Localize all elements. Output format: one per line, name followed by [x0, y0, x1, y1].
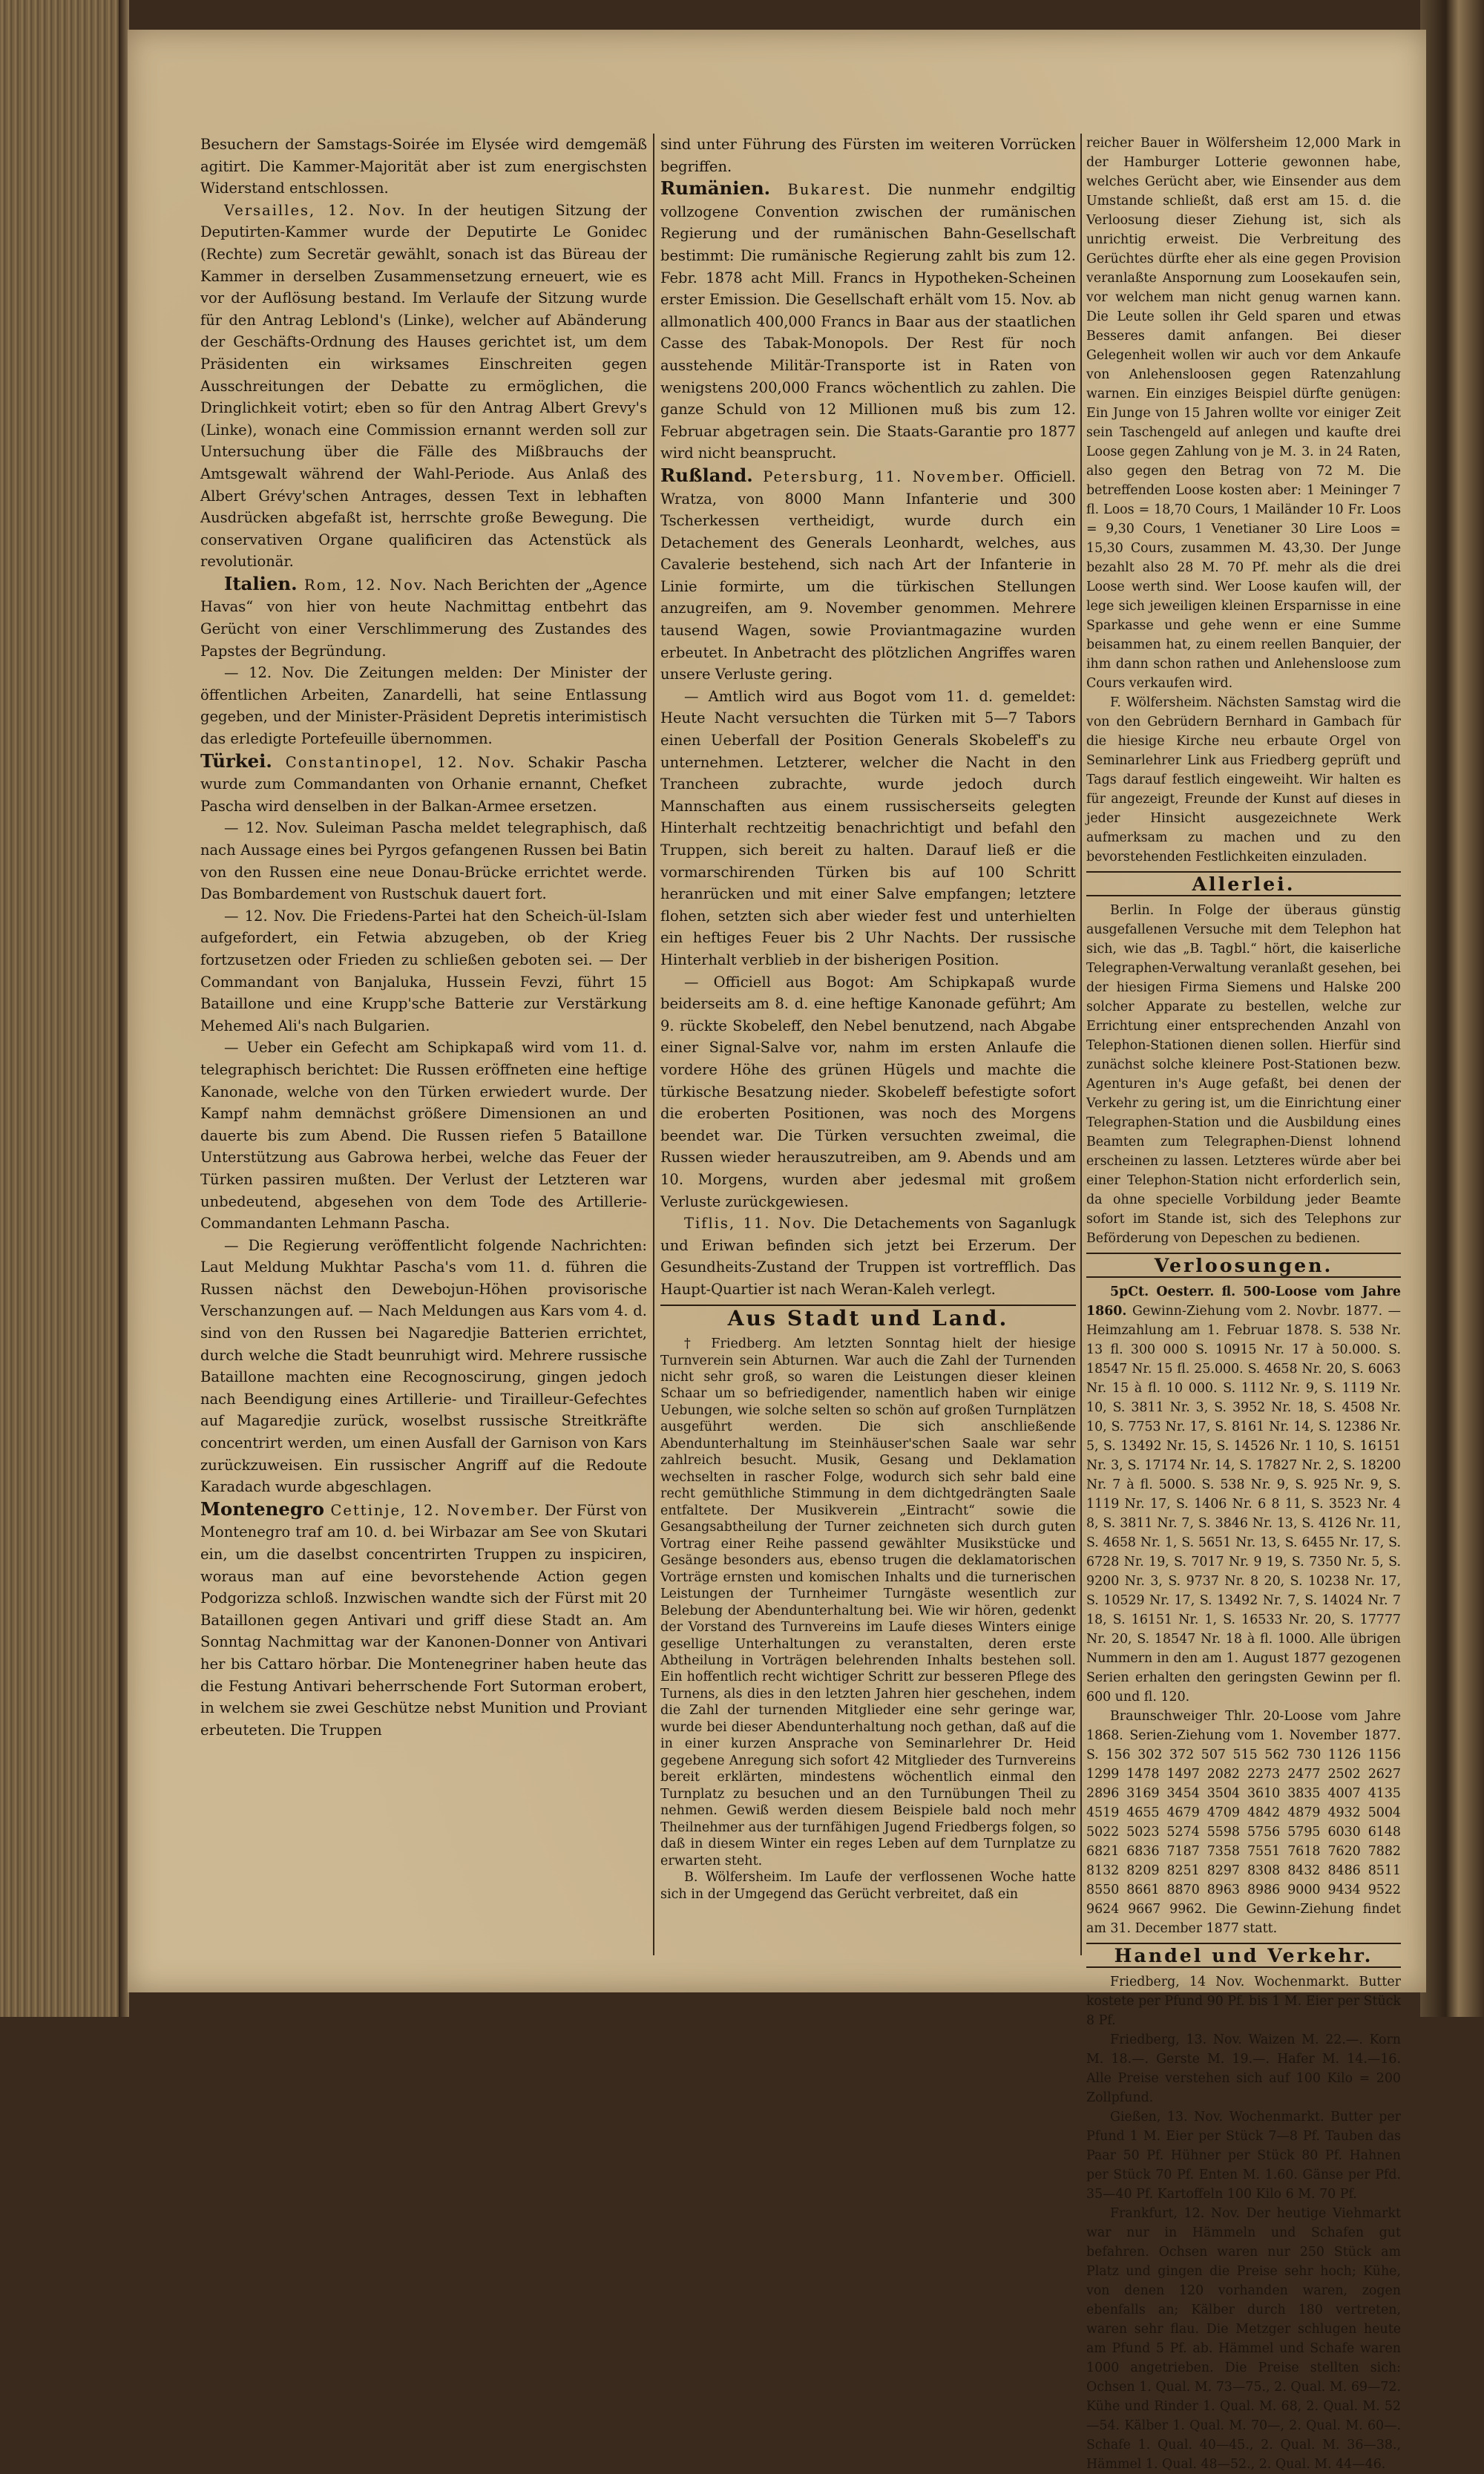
country-heading: Italien. [224, 572, 298, 594]
book-spine [0, 0, 119, 2017]
market-paragraph: Friedberg, 14 Nov. Wochenmarkt. Butter kostete per Pfund 90 Pf. bis 1 M. Eier per Stück 8 Pf. [1086, 1975, 1401, 2028]
section-heading: Aus Stadt und Land. [660, 1305, 1076, 1331]
column-3 [1086, 134, 1401, 2472]
dateline: Versailles, 12. Nov. [224, 201, 407, 219]
article-paragraph: — 12. Nov. Suleiman Pascha meldet telegraphisch, daß nach Aussage eines bei Pyrgos gefangenen Russen bei Batin von den Russen eine neue Donau-Brücke errichtet werde. Das Bombardement von Rustschuk dauert fort. [200, 819, 647, 903]
lottery-paragraph: 5pCt. Oesterr. fl. 500-Loose vom Jahre 1860. Gewinn-Ziehung vom 2. Novbr. 1877. — Heimzahlung am 1. Februar 1878. S. 538 Nr. 13 fl. 300 000 S. 10915 Nr. 17 à 50.000. S. 18547 Nr. 15 fl. 25.000. S. 4658 Nr. 20, S. 6063 Nr. 15 à fl. 10 000. S. 1112 Nr. 9, S. 1119 Nr. 10, S. 3811 Nr. 3, S. 3952 Nr. 18, S. 4508 Nr. 10, S. 7753 Nr. 17, S. 8161 Nr. 14, S. 12386 Nr. 5, S. 13492 Nr. 15, S. 14526 Nr. 1 10, S. 16151 Nr. 3, S. 17174 Nr. 14, S. 17827 Nr. 2, S. 18200 Nr. 7 à fl. 5000. S. 538 Nr. 9, S. 925 Nr. 9, S. 1119 Nr. 17, S. 1406 Nr. 6 8 11, S. 3523 Nr. 4 8, S. 3811 Nr. 7, S. 3846 Nr. 13, S. 4126 Nr. 11, S. 4658 Nr. 1, S. 5651 Nr. 13, S. 6455 Nr. 17, S. 6728 Nr. 19, S. 7017 Nr. 9 19, S. 7350 Nr. 5, S. 9200 Nr. 3, S. 9737 Nr. 8 20, S. 10238 Nr. 17, S. 10529 Nr. 17, S. 13492 Nr. 7, S. 14024 Nr. 7 18, S. 16151 Nr. 1, S. 16533 Nr. 20, S. 17777 Nr. 20, S. 18547 Nr. 18 à fl. 1000. Alle übrigen Nummern in den am 1. August 1877 gezogenen Serien erhalten den geringsten Gewinn per fl. 600 und fl. 120. [1086, 1284, 1401, 1704]
article-paragraph: Tiflis, 11. Nov. Die Detachements von Saganlugk und Eriwan befinden sich jetzt bei Erzerum. Der Gesundheits-Zustand der Truppen ist vortrefflich. Das Haupt-Quartier ist nach Weran-Kaleh verlegt. [660, 1215, 1076, 1298]
article-paragraph: Versailles, 12. Nov. In der heutigen Sitzung der Deputirten-Kammer wurde der Deputirte Le Gonidec (Rechte) zum Secretär gewählt, sonach ist das Büreau der Kammer in derselben Zusammensetzung erneuert, wie es vor der Auflösung bestand. Im Verlaufe der Sitzung wurde für den Antrag Leblond's (Linke), welcher auf Abänderung der Geschäfts-Ordnung des Hauses gerichtet ist, um dem Präsidenten ein wirksames Einschreiten gegen Ausschreitungen der Debatte zu ermöglichen, die Dringlichkeit votirt; eben so für den Antrag Albert Grevy's (Linke), wonach eine Commission ernannt werden soll zur Untersuchung über die Fälle des Mißbrauchs der Amtsgewalt während der Wahl-Periode. Aus Anlaß des Albert Grévy'schen Antrages, dessen Text in lebhaften Ausdrücken abgefaßt ist, herrschte große Bewegung. Die conservativen Organe qualificiren das Actenstück als revolutionär. [200, 201, 647, 571]
article-paragraph: Italien. Rom, 12. Nov. Nach Berichten der „Agence Havas“ von hier von heute Nachmittag entbehrt das Gerücht von einer Verschlimmerung des Zustandes des Papstes der Begründung. [200, 572, 647, 660]
column-1 [200, 134, 647, 1960]
country-heading: Rumänien. [660, 177, 771, 200]
column-2 [660, 134, 1076, 1960]
article-paragraph: Türkei. Constantinopel, 12. Nov. Schakir Pascha wurde zum Commandanten von Orhanie ernannt, Chefket Pascha wird denselben in der Balkan-Armee ersetzen. [200, 749, 648, 815]
market-paragraph: Gießen, 13. Nov. Wochenmarkt. Butter per Pfund 1 M. Eier per Stück 7—8 Pf. Tauben das Paar 50 Pf. Hühner per Stück 80 Pf. Hahnen per Stück 70 Pf. Enten M. 1.60. Gänse per Pfd. 35—40 Pf. Kartoffeln 100 Kilo 6 M. 70 Pf. [1086, 2110, 1401, 2202]
article-paragraph: Rumänien. Bukarest. Die nunmehr endgiltig vollzogene Convention zwischen der rumänischen Regierung und der rumänischen Bahn-Gesellschaft bestimmt: Die rumänische Regierung zahlt bis zum 12. Febr. 1878 acht Mill. Francs in Hypotheken-Scheinen erster Emission. Die Gesellschaft erhält vom 15. Nov. ab allmonatlich 400,000 Francs in Baar aus der staatlichen Casse des Tabak-Monopols. Der Rest für noch ausstehende Militär-Transporte ist in Raten von wenigstens 200,000 Francs wöchentlich zu zahlen. Die ganze Schuld von 12 Millionen muß bis zum 12. Februar abgetragen sein. Die Staats-Garantie pro 1877 wird nicht beansprucht. [660, 177, 1076, 462]
column-rule [653, 134, 654, 1955]
section-heading: Handel und Verkehr. [1086, 1943, 1401, 1968]
country-heading: Rußland. [660, 464, 753, 486]
market-paragraph: Friedberg, 13. Nov. Waizen M. 22.—. Korn M. 18.—. Gerste M. 19.—. Hafer M. 14.—16. Alle Preise verstehen sich auf 100 Kilo = 200 Zollpfund. [1086, 2032, 1401, 2105]
newspaper-page [128, 30, 1426, 2472]
article-paragraph: — Officiell aus Bogot: Am Schipkapaß wurde beiderseits am 8. d. eine heftige Kanonade geführt; Am 9. rückte Skobeleff, den Nebel benutzend, nach Abgabe einer Signal-Salve vor, nahm im ersten Anlaufe die vordere Höhe des grünen Hügels und machte die türkische Besatzung nieder. Skobeleff befestigte sofort die eroberten Positionen, was noch des Morgens beendet war. Die Türken versuchten zweimal, die Russen wieder herauszutreiben, am 9. Abends und am 10. Morgens, wurden aber jedesmal mit großem Verluste zurückgewiesen. [660, 973, 1076, 1210]
lottery-paragraph: Braunschweiger Thlr. 20-Loose vom Jahre 1868. Serien-Ziehung vom 1. November 1877. S. 156 302 372 507 515 562 730 1126 1156 1299 1478 1497 2082 2273 2477 2502 2627 2896 3169 3454 3504 3610 3835 4007 4135 4519 4655 4679 4709 4842 4879 4932 5004 5022 5023 5274 5598 5756 5795 6030 6148 6821 6836 7187 7358 7551 7618 7620 7882 8132 8209 8251 8297 8308 8432 8486 8511 8550 8661 8870 8963 8986 9000 9434 9522 9624 9667 9962. Die Gewinn-Ziehung findet am 31. December 1877 statt. [1086, 1709, 1401, 1936]
article-paragraph: Berlin. In Folge der überaus günstig ausgefallenen Versuche mit dem Telephon hat sich, wie das „B. Tagbl.“ hört, die kaiserliche Telegraphen-Verwaltung veranlaßt gesehen, bei der hiesigen Firma Siemens und Halske 200 solcher Apparate zu bestellen, welche zur Errichtung einer entsprechenden Anzahl von Telephon-Stationen dienen sollen. Hierfür sind zunächst solche kleinere Post-Stationen bezw. Agenturen in's Auge gefaßt, bei denen der Verkehr zu gering ist, um die Einrichtung einer Telegraphen-Station und die Ausbildung eines Beamten zum Telegraphen-Dienst lohnend erscheinen zu lassen. Letzteres würde aber bei einer Telephon-Station nicht erforderlich sein, da ohne specielle Vorbildung jeder Beamte sofort im Stande ist, sich des Telephons zur Beförderung von Depeschen zu bedienen. [1086, 903, 1401, 1246]
dateline: Tiflis, 11. Nov. [684, 1215, 817, 1233]
country-heading: Montenegro [200, 1497, 324, 1520]
article-paragraph: — Amtlich wird aus Bogot vom 11. d. gemeldet: Heute Nacht versuchten die Türken mit 5—7 Tabors einen Ueberfall der Position Generals Skobeleff's zu unternehmen. Letzterer, welcher die Nacht in den Trancheen zubrachte, wurde jedoch durch Mannschaften aus einem russischerseits gelegten Hinterhalt rechtzeitig benachrichtigt und befahl den Truppen, sich bereit zu halten. Darauf ließ er die vormarschirenden Türken bis auf 100 Schritt heranrücken und mit einer Salve empfangen; letztere flohen, setzten sich aber wieder fest und unterhielten ein heftiges Feuer bis 2 Uhr Nachts. Der russische Hinterhalt verblieb in der bisherigen Position. [660, 687, 1076, 968]
lottery-heading: 5pCt. Oesterr. fl. 500-Loose vom Jahre 1860. [1086, 1284, 1401, 1319]
dateline: Bukarest. [770, 181, 872, 199]
article-paragraph: Montenegro Cettinje, 12. November. Der Fürst von Montenegro traf am 10. d. bei Wirbazar am See von Skutari ein, um die daselbst concentrirten Truppen zu inspiciren, woraus man auf eine bevorstehende Action gegen Podgorizza schloß. Inzwischen wandte sich der Fürst mit 20 Bataillonen gegen Antivari und griff diese Stadt an. Am Sonntag Nachmittag war der Kanonen-Donner von Antivari her bis Cattaro hörbar. Die Montenegriner haben heute das die Festung Antivari beherrschende Fort Sutorman erobert, in welchem sie zwei Geschütze nebst Munition und Proviant erbeuteten. Die Truppen [200, 1497, 647, 1739]
article-paragraph: B. Wölfersheim. Im Laufe der verflossenen Woche hatte sich in der Umgegend das Gerücht verbreitet, daß ein [660, 1870, 1076, 1902]
article-paragraph: Rußland. Petersburg, 11. November. Officiell. Wratza, von 8000 Mann Infanterie und 300 Tscherkessen vertheidigt, wurde durch ein Detachement des Generals Leonhardt, welches, aus Cavalerie bestehend, sich nach Art der Infanterie in Linie formirte, um die türkischen Stellungen anzugreifen, am 9. November genommen. Mehrere tausend Wagen, sowie Proviantmagazine wurden erbeutet. In Anbetracht des plötzlichen Angriffes waren unsere Verluste gering. [660, 464, 1076, 683]
next-page-edge [1420, 0, 1484, 2017]
article-paragraph: Besuchern der Samstags-Soirée im Elysée wird demgemäß agitirt. Die Kammer-Majorität aber ist zum energischsten Widerstand entschlossen. [200, 136, 647, 197]
article-paragraph: — 12. Nov. Die Zeitungen melden: Der Minister der öffentlichen Arbeiten, Zanardelli, hat seine Entlassung gegeben, und der Minister-Präsident Depretis interimistisch das erledigte Portefeuille übernommen. [200, 664, 647, 748]
article-paragraph: reicher Bauer in Wölfersheim 12,000 Mark in der Hamburger Lotterie gewonnen habe, welches Gerücht aber, wie Einsender aus dem Umstande schließt, daß erst am 15. d. die Verloosung dieser Ziehung ist, sich als unrichtig erweist. Die Verbreitung des Gerüchtes dürfte eher als eine gegen Provision veranlaßte Anspornung zum Loosekaufen sein, vor welchem man nicht genug warnen kann. Die Leute sollen ihr Geld sparen und etwas Besseres damit anfangen. Bei dieser Gelegenheit wollen wir auch vor dem Ankaufe von Anlehensloosen gegen Ratenzahlung warnen. Ein einziges Beispiel dürfte genügen: Ein Junge von 15 Jahren wollte vor einiger Zeit sein Taschengeld auf anlegen und kaufte drei Loose gegen Zahlung von je M. 3. in 24 Raten, also gegen den Betrag von 72 M. Die betreffenden Loose kosten aber: 1 Meininger 7 fl. Loos = 18,70 Cours, 1 Mailänder 10 Fr. Loos = 9,30 Cours, 1 Venetianer 30 Lire Loos = 15,30 Cours, zusammen M. 43,30. Der Junge bezahlt also 28 M. 70 Pf. mehr als die drei Loose werth sind. Wer Loose kaufen will, der lege sich jeweiligen kleinen Ersparnisse in eine Sparkasse und gehe wenn er eine Summe beisammen hat, zu einem reellen Banquier, der ihm dann schon rathen und Anlehensloose zum Cours verkaufen wird. [1086, 136, 1401, 691]
dateline: Rom, 12. Nov. [297, 576, 428, 594]
article-paragraph: † Friedberg. Am letzten Sonntag hielt der hiesige Turnverein sein Abturnen. War auch die Zahl der Turnenden nicht sehr groß, so waren die Leistungen dieser kleinen Schaar um so befriedigender, namentlich haben wir einige Uebungen, wie solche selten so schön auf großen Turnplätzen ausgeführt werden. Die sich anschließende Abendunterhaltung im Steinhäuser'schen Saale war sehr zahlreich besucht. Musik, Gesang und Deklamation wechselten in rascher Folge, wodurch sich sehr bald eine recht gemüthliche Stimmung in dem dichtgedrängten Saale entfaltete. Der Musikverein „Eintracht“ sowie die Gesangsabtheilung der Turner zeichneten sich durch guten Vortrag einer Reihe passend gewählter Musikstücke und Gesänge besonders aus, ebenso trugen die deklamatorischen Vorträge ernsten und komischen Inhalts und die turnerischen Leistungen der Turnheimer Turngäste wesentlich zur Belebung der Abendunterhaltung bei. Wie wir hören, gedenkt der Vorstand des Turnvereins im Laufe dieses Winters einige gesellige Unterhaltungen zu veranstalten, deren erste Abtheilung in Vorträgen belehrenden Inhalts bestehen soll. Ein hoffentlich recht wichtiger Schritt zur besseren Pflege des Turnens, als dies in den letzten Jahren hier geschehen, indem die Zahl der turnenden Mitglieder eine sehr geringe war, wurde bei dieser Abendunterhaltung noch gethan, daß auf die in einer kurzen Ansprache von Seminarlehrer Dr. Heid gegebene Anregung sich sofort 42 Mitglieder des Turnvereins bereit erklärten, mindestens wöchentlich einmal den Turnplatz zu besuchen und an den Turnübungen Theil zu nehmen. Gewiß werden diesem Beispiele bald noch mehr Theilnehmer aus der turnfähigen Jugend Friedbergs folgen, so daß in diesem Winter ein reges Leben auf dem Turnplatze zu erwarten steht. [660, 1336, 1076, 1868]
column-rule [1080, 134, 1082, 1955]
dateline: Cettinje, 12. November. [324, 1501, 540, 1519]
article-paragraph: F. Wölfersheim. Nächsten Samstag wird die von den Gebrüdern Bernhard in Gambach für die hiesige Kirche neu erbaute Orgel von Seminarlehrer Link aus Friedberg geprüft und Tags darauf festlich eingeweiht. Wir halten es für angezeigt, Freunde der Kunst auf dieses in jeder Hinsicht ausgezeichnete Werk aufmerksam zu machen und zu den bevorstehenden Festlichkeiten einzuladen. [1086, 695, 1401, 864]
dateline: Petersburg, 11. November. [752, 467, 1006, 485]
section-heading: Allerlei. [1086, 871, 1401, 896]
section-heading: Verloosungen. [1086, 1253, 1401, 1278]
article-paragraph: sind unter Führung des Fürsten im weiteren Vorrücken begriffen. [660, 136, 1076, 175]
article-paragraph: — Die Regierung veröffentlicht folgende Nachrichten: Laut Meldung Mukhtar Pascha's vom 11. d. führen die Russen nächst den Dewebojun-Höhen provisorische Verschanzungen auf. — Nach Meldungen aus Kars vom 4. d. sind von den Russen bei Nagaredjie Batterien errichtet, durch welche die Stadt beunruhigt wird. Mehrere russische Bataillone machten eine Recognoscirung, gingen jedoch nach Beendigung eines Artillerie- und Tirailleur-Gefechtes auf Magaredjie zurück, woselbst russische Streitkräfte concentrirt werden, um einen Ausfall der Garnison von Kars zurückzuweisen. Ein russischer Angriff auf die Redoute Karadach wurde abgeschlagen. [200, 1236, 647, 1496]
article-paragraph: — 12. Nov. Die Friedens-Partei hat den Scheich-ül-Islam aufgefordert, ein Fetwia abzugeben, ob der Krieg fortzusetzen oder Frieden zu schließen geboten sei. — Der Commandant von Banjaluka, Hussein Fevzi, führt 15 Bataillone und eine Krupp'sche Batterie zur Verstärkung Mehemed Ali's nach Bulgarien. [200, 907, 647, 1034]
country-heading: Türkei. [200, 749, 272, 772]
article-paragraph: — Ueber ein Gefecht am Schipkapaß wird vom 11. d. telegraphisch berichtet: Die Russen eröffneten eine heftige Kanonade, welche von den Türken erwiedert wurde. Der Kampf nahm demnächst größere Dimensionen an und dauerte bis zum Abend. Die Russen riefen 5 Bataillone Unterstützung aus Gabrowa herbei, welche das Feuer der Türken passiren mußten. Der Verlust der Letzteren war unbedeutend, abgesehen von dem Tode des Artillerie-Commandanten Lehmann Pascha. [200, 1039, 647, 1233]
market-paragraph: Frankfurt, 12. Nov. Der heutige Viehmarkt war nur in Hämmeln und Schafen gut befahren. Ochsen waren nur 250 Stück am Platz und gingen die Preise sehr hoch; Kühe, von denen 120 vorhanden waren, zogen ebenfalls an; Kälber durch 180 vertreten, waren sehr flau. Die Metzger schlugen heute am Pfund 5 Pf. ab. Hämmel und Schafe waren 1000 angetrieben. Die Preise stellten sich: Ochsen 1. Qual. M. 73—75., 2. Qual. M. 69—72. Kühe und Rinder 1. Qual. M. 68, 2. Qual. M. 52—54. Kälber 1. Qual. M. 70—, 2. Qual. M. 60—. Schafe 1. Qual. 40—45., 2. Qual. M. 36—38., Hämmel 1. Qual. 48—52., 2. Qual. M. 44—46. [1086, 2206, 1401, 2472]
dateline: Constantinopel, 12. Nov. [272, 753, 516, 771]
